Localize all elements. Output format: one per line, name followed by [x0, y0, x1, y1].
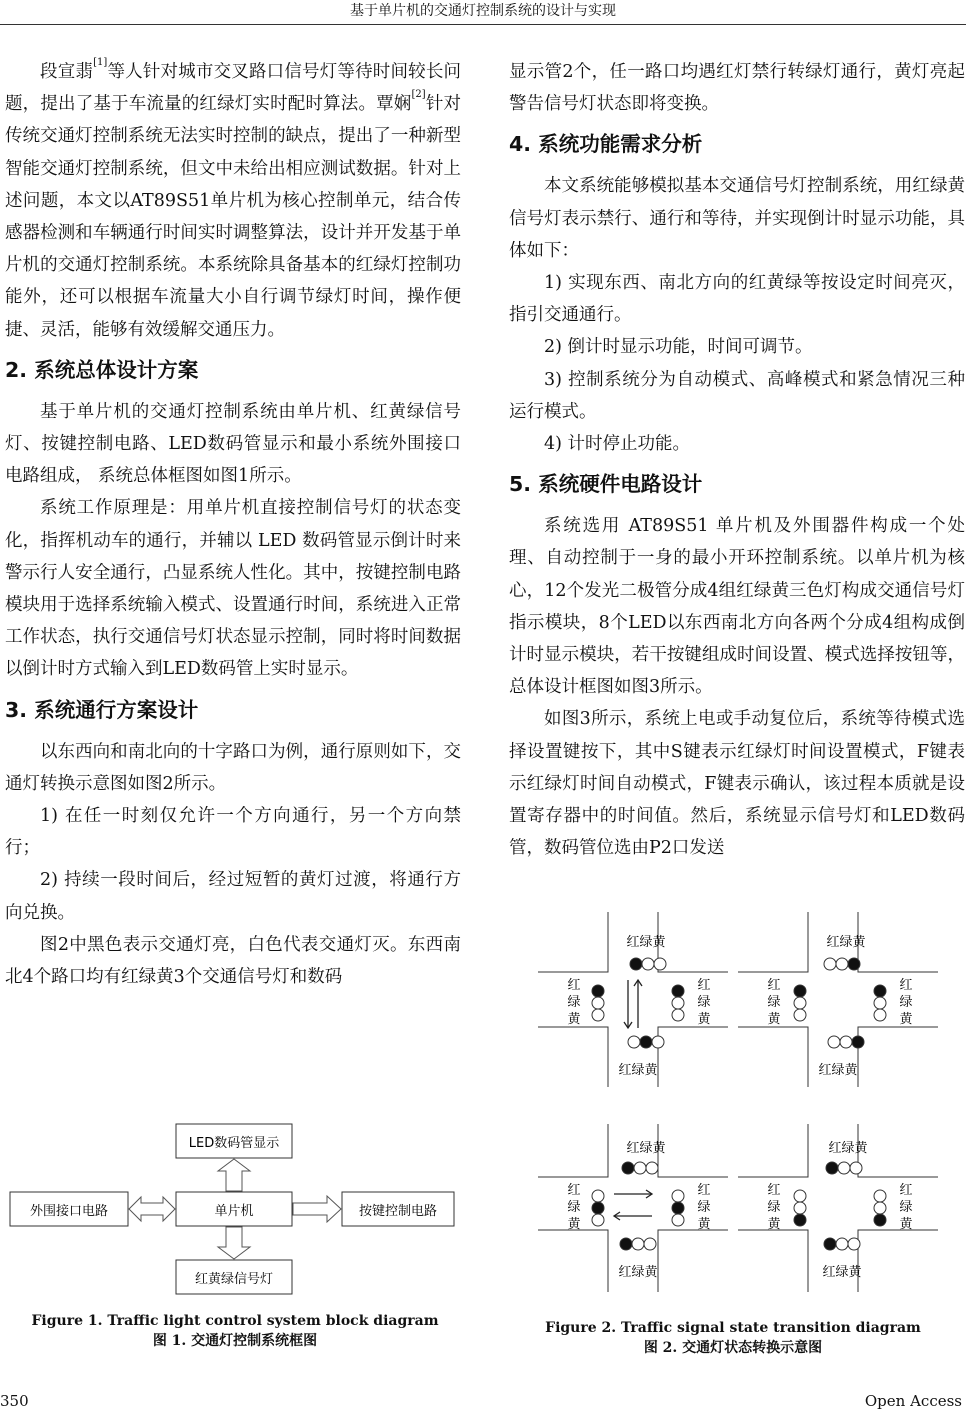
panel-b-south-lights — [828, 1036, 864, 1048]
section-3-paragraph-1: 以东西向和南北向的十字路口为例，通行原则如下，交通灯转换示意图如图2所示。 — [5, 741, 461, 794]
panel-d-east-red: 红 — [899, 1183, 913, 1198]
section-3-paragraph-2: 图2中黑色表示交通灯亮，白色代表交通灯灭。东西南北4个路口均有红绿黄3个交通信号灯和数码 — [5, 934, 461, 988]
panel-a-west-green: 绿 — [567, 995, 581, 1010]
panel-c-south-lights — [620, 1238, 656, 1250]
panel-d-west-green: 绿 — [767, 1200, 781, 1215]
road-lines — [538, 912, 938, 1292]
section-4-item-1: 1) 实现东西、南北方向的红黄绿等按设定时间亮灭，指引交通通行。 — [509, 273, 965, 326]
panel-c-west-green: 绿 — [567, 1200, 581, 1215]
section-3-item-1: 1) 在任一时刻仅允许一个方向通行，另一个方向禁行； — [5, 806, 461, 859]
panel-a-traffic-arrows — [624, 980, 642, 1028]
panel-b-west-lights — [794, 985, 806, 1021]
text-run: 针对传统交通灯控制系统无法实时控制的缺点，提出了一种新型智能交通灯控制系统，但文中未给出相应测试数据。针对上述问题，本文以AT89S51单片机为核心控制单元，结合传感器检测和车辆通行时间实时调整算法，设计并开发基于单片机的交通灯控制系统。本系统除具备基本的红绿灯控制功能外，还可以根据车流量大小自行调节绿灯时间，操作便捷、灵活，能够有效缓解交通压力。 — [5, 94, 462, 340]
arrow-down-icon — [218, 1227, 250, 1259]
panel-c-north-label: 红绿黄 — [626, 1141, 666, 1156]
key-control-label: 按键控制电路 — [358, 1204, 438, 1219]
page-number: 350 — [0, 1392, 29, 1410]
section-2-paragraph-2: 系统工作原理是：用单片机直接控制信号灯的状态变化，指挥机动车的通行，并辅以 LED 数码管显示倒计时来警示行人安全通行，凸显系统人性化。其中，按键控制电路模块用于选择系统输入模式、设置通行时间，系统进入正常工作状态，执行交通信号灯状态显示控制，同时将时间数据以倒计时方式输入到LED数码管上实时显示。 — [5, 498, 461, 680]
panel-b-west-green: 绿 — [767, 995, 781, 1010]
panel-a-west-yellow: 黄 — [567, 1012, 581, 1027]
right-column — [509, 56, 965, 864]
panel-c-east-lights — [672, 1190, 684, 1226]
panel-d-east-yellow: 黄 — [899, 1217, 913, 1232]
panel-a-east-yellow: 黄 — [697, 1012, 711, 1027]
figure-2-state-diagram — [528, 912, 948, 1372]
double-arrow-icon — [129, 1197, 175, 1221]
figure-2-caption-zh: 图 2. 交通灯状态转换示意图 — [643, 1340, 823, 1356]
panel-c-east-green: 绿 — [697, 1200, 711, 1215]
panel-b-south-label: 红绿黄 — [818, 1063, 858, 1078]
panel-a-west-lights — [592, 985, 604, 1021]
panel-b-east-lights — [874, 985, 886, 1021]
panel-a-east-red: 红 — [697, 978, 711, 993]
section-4-item-2: 2) 倒计时显示功能，时间可调节。 — [544, 337, 813, 358]
panel-b-north-label: 红绿黄 — [826, 935, 866, 950]
arrow-right-icon — [293, 1196, 341, 1222]
panel-b-west-red: 红 — [767, 978, 781, 993]
panel-a-east-green: 绿 — [697, 995, 711, 1010]
panel-c-west-red: 红 — [567, 1183, 581, 1198]
section-3-item-2: 2) 持续一段时间后，经过短暂的黄灯过渡，将通行方向兑换。 — [5, 870, 461, 923]
panel-d-east-lights — [874, 1190, 886, 1226]
figure-1-caption-en: Figure 1. Traffic light control system block diagram — [31, 1313, 439, 1329]
panel-c-south-label: 红绿黄 — [618, 1265, 658, 1280]
panel-c-east-yellow: 黄 — [697, 1217, 711, 1232]
panel-c-west-lights — [592, 1190, 604, 1226]
panel-b-east-red: 红 — [899, 978, 913, 993]
led-display-label: LED数码管显示 — [188, 1136, 280, 1151]
panel-c-north-lights — [622, 1162, 658, 1174]
text-run: 段宣翡 — [40, 62, 94, 82]
figure-2-caption-en: Figure 2. Traffic signal state transition diagram — [545, 1320, 921, 1336]
section-2-title: 2. 系统总体设计方案 — [5, 357, 199, 382]
panel-d-south-label: 红绿黄 — [822, 1265, 862, 1280]
panel-d-east-green: 绿 — [899, 1200, 913, 1215]
arrow-up-icon — [218, 1159, 250, 1191]
section-2-paragraph-1: 基于单片机的交通灯控制系统由单片机、红黄绿信号灯、按键控制电路、LED数码管显示和最小系统外围接口电路组成， 系统总体框图如图1所示。 — [5, 401, 461, 487]
figure-1-caption — [0, 1311, 470, 1351]
panel-d-west-yellow: 黄 — [767, 1217, 781, 1232]
figure-1-caption-zh: 图 1. 交通灯控制系统框图 — [152, 1333, 318, 1349]
publisher-label: Open Access — [864, 1392, 962, 1410]
header-rule — [0, 24, 966, 25]
panel-c-west-yellow: 黄 — [567, 1217, 581, 1232]
panel-d-south-lights — [824, 1238, 860, 1250]
panel-d-north-lights — [826, 1162, 862, 1174]
panel-c-traffic-arrows — [614, 1190, 652, 1220]
panel-a-south-lights — [628, 1036, 664, 1048]
peripheral-interface-label: 外围接口电路 — [29, 1204, 109, 1219]
signal-lights-label: 红黄绿信号灯 — [194, 1272, 274, 1287]
panel-c-east-red: 红 — [697, 1183, 711, 1198]
panel-b-north-lights — [824, 958, 860, 970]
mcu-label: 单片机 — [214, 1204, 254, 1219]
left-column — [5, 56, 461, 993]
panel-a-west-red: 红 — [567, 978, 581, 993]
panel-a-east-lights — [672, 985, 684, 1021]
panel-a-north-label: 红绿黄 — [626, 935, 666, 950]
panel-b-west-yellow: 黄 — [767, 1012, 781, 1027]
panel-d-west-red: 红 — [767, 1183, 781, 1198]
text-run: 等人针对城市交叉路口信号灯等待时间较长问题，提出了基于车流量的红绿灯实时配时算法。覃娴 — [5, 62, 462, 115]
panel-a-south-label: 红绿黄 — [618, 1063, 658, 1078]
panel-d-north-label: 红绿黄 — [828, 1141, 868, 1156]
running-title: 基于单片机的交通灯控制系统的设计与实现 — [350, 3, 616, 19]
panel-d-west-lights — [794, 1190, 806, 1226]
panel-b-east-yellow: 黄 — [899, 1012, 913, 1027]
citation-1: [1] — [93, 57, 108, 68]
citation-2: [2] — [411, 89, 426, 101]
section-5-paragraph-1: 系统选用 AT89S51 单片机及外围器件构成一个处理、自动控制于一身的最小开环控制系统。以单片机为核心，12个发光二极管分成4组红绿黄三色灯构成交通信号灯指示模块，8个LED以东西南北方向各两个分成4组构成倒计时显示模块，若干按键组成时间设置、模式选择按钮等，总体设计框图如图3所示。 — [509, 516, 965, 698]
section-4-title: 4. 系统功能需求分析 — [509, 132, 703, 157]
section-4-paragraph-1: 本文系统能够模拟基本交通信号灯控制系统，用红绿黄信号灯表示禁行、通行和等待，并实现倒计时显示功能，具体如下： — [509, 176, 965, 261]
section-4-item-3: 3) 控制系统分为自动模式、高峰模式和紧急情况三种运行模式。 — [509, 369, 965, 422]
figure-2-caption — [500, 1318, 966, 1358]
intro-paragraph — [5, 56, 461, 346]
continued-paragraph: 显示管2个，任一路口均遇红灯禁行转绿灯通行，黄灯亮起警告信号灯状态即将变换。 — [509, 62, 965, 115]
panel-a-north-lights — [630, 958, 666, 970]
section-4-item-4: 4) 计时停止功能。 — [544, 434, 691, 455]
panel-b-east-green: 绿 — [899, 995, 913, 1010]
section-5-title: 5. 系统硬件电路设计 — [509, 472, 703, 497]
section-5-paragraph-2: 如图3所示，系统上电或手动复位后，系统等待模式选择设置键按下，其中S键表示红绿灯时间设置模式，F键表示红绿灯时间自动模式，F键表示确认，该过程本质就是设置寄存器中的时间值。然后，系统显示信号灯和LED数码管，数码管位选由P2口发送 — [509, 709, 965, 859]
section-3-title: 3. 系统通行方案设计 — [5, 697, 199, 722]
